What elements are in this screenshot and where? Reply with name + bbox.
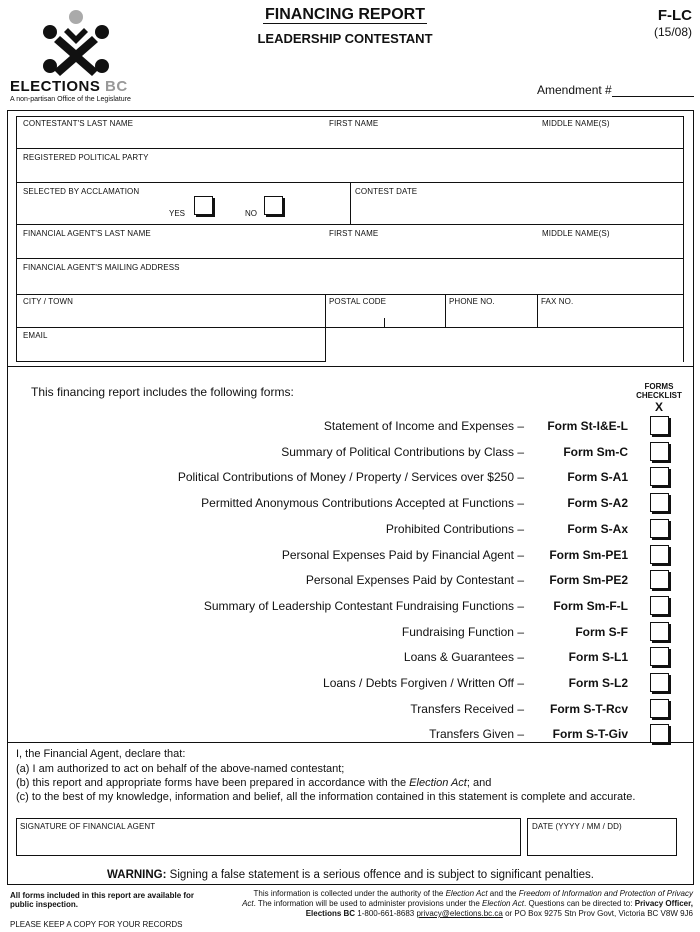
public-inspection-note: All forms included in this report are available for public inspection. — [10, 891, 195, 909]
form-code: Form S-A1 — [567, 470, 628, 484]
contest-date-label: CONTEST DATE — [355, 187, 418, 196]
form-description: Prohibited Contributions – — [385, 522, 524, 536]
no-label: NO — [245, 209, 257, 218]
form-row — [130, 445, 650, 463]
form-row — [130, 496, 650, 514]
form-description: Summary of Leadership Contestant Fundraising Functions – — [203, 599, 524, 613]
form-checklist-checkbox[interactable] — [650, 673, 669, 692]
form-code: Form S-L1 — [568, 650, 628, 664]
declaration-intro: I, the Financial Agent, declare that: — [16, 748, 186, 760]
form-description: Transfers Received – — [410, 702, 524, 716]
form-row — [130, 573, 650, 591]
form-code: Form S-T-Rcv — [549, 702, 628, 716]
form-row — [130, 419, 650, 437]
form-checklist-checkbox[interactable] — [650, 519, 669, 538]
city-town-input[interactable] — [20, 306, 320, 325]
form-checklist-checkbox[interactable] — [650, 416, 669, 435]
form-code: Form S-Ax — [567, 522, 628, 536]
form-code: Form St-I&E-L — [547, 419, 628, 433]
middle-names-label: MIDDLE NAME(S) — [542, 119, 610, 128]
agent-last-name-input[interactable] — [20, 238, 320, 256]
keep-copy-note: PLEASE KEEP A COPY FOR YOUR RECORDS — [10, 920, 183, 929]
form-row — [130, 650, 650, 668]
form-description: Statement of Income and Expenses – — [323, 419, 524, 433]
amendment-input[interactable] — [612, 96, 694, 97]
agent-address-label: FINANCIAL AGENT'S MAILING ADDRESS — [23, 263, 180, 272]
first-name-input[interactable] — [327, 128, 527, 146]
logo-subtitle: A non-partisan Office of the Legislature — [10, 96, 131, 103]
contest-date-input[interactable] — [353, 196, 680, 220]
form-checklist-checkbox[interactable] — [650, 699, 669, 718]
forms-intro: This financing report includes the following forms: — [31, 385, 294, 399]
amendment-label: Amendment # — [537, 83, 612, 97]
form-checklist-checkbox[interactable] — [650, 493, 669, 512]
declaration-b: (b) this report and appropriate forms have been prepared in accordance with the Election Act; and — [16, 777, 492, 789]
registered-party-input[interactable] — [20, 162, 680, 180]
checklist-header: FORMS CHECKLIST — [636, 382, 682, 400]
form-code: Form Sm-PE1 — [549, 548, 628, 562]
signature-label: SIGNATURE OF FINANCIAL AGENT — [20, 822, 156, 831]
agent-first-name-input[interactable] — [327, 238, 527, 256]
form-version: (15/08) — [653, 25, 692, 39]
form-description: Personal Expenses Paid by Financial Agent – — [281, 548, 524, 562]
form-checklist-checkbox[interactable] — [650, 545, 669, 564]
phone-input[interactable] — [447, 306, 535, 325]
acclamation-yes-checkbox[interactable] — [194, 196, 213, 215]
registered-party-label: REGISTERED POLITICAL PARTY — [23, 153, 149, 162]
contestant-last-name-label: CONTESTANT'S LAST NAME — [23, 119, 134, 128]
form-row — [130, 676, 650, 694]
form-code: Form Sm-F-L — [553, 599, 628, 613]
form-row — [130, 548, 650, 566]
page-subtitle: LEADERSHIP CONTESTANT — [257, 31, 433, 46]
form-checklist-checkbox[interactable] — [650, 570, 669, 589]
form-row — [130, 702, 650, 720]
agent-address-input[interactable] — [20, 272, 680, 292]
declaration-a: (a) I am authorized to act on behalf of the above-named contestant; — [16, 763, 345, 775]
form-row — [130, 599, 650, 617]
form-code: F-LC — [657, 7, 692, 24]
fax-input[interactable] — [539, 306, 681, 325]
form-description: Loans & Guarantees – — [403, 650, 524, 664]
elections-bc-logo — [40, 8, 112, 78]
form-description: Transfers Given – — [429, 727, 524, 741]
form-checklist-checkbox[interactable] — [650, 442, 669, 461]
form-code: Form S-T-Giv — [552, 727, 628, 741]
agent-middle-names-input[interactable] — [540, 238, 680, 256]
checklist-mark: X — [654, 400, 663, 414]
form-checklist-checkbox[interactable] — [650, 724, 669, 743]
form-checklist-checkbox[interactable] — [650, 596, 669, 615]
form-checklist-checkbox[interactable] — [650, 467, 669, 486]
form-code: Form S-L2 — [568, 676, 628, 690]
page-title: FINANCING REPORT — [265, 6, 425, 23]
form-row — [130, 625, 650, 643]
form-checklist-checkbox[interactable] — [650, 647, 669, 666]
middle-names-input[interactable] — [540, 128, 680, 146]
form-description: Fundraising Function – — [401, 625, 524, 639]
contestant-last-name-input[interactable] — [20, 128, 320, 146]
form-code: Form S-F — [575, 625, 628, 639]
agent-last-name-label: FINANCIAL AGENT'S LAST NAME — [23, 229, 151, 238]
acclamation-label: SELECTED BY ACCLAMATION — [23, 187, 140, 196]
fax-label: FAX NO. — [541, 297, 574, 306]
postal-code-input[interactable] — [327, 306, 442, 325]
form-description: Loans / Debts Forgiven / Written Off – — [323, 676, 524, 690]
form-description: Summary of Political Contributions by Class – — [281, 445, 524, 459]
acclamation-no-checkbox[interactable] — [264, 196, 283, 215]
form-description: Political Contributions of Money / Property / Services over $250 – — [177, 470, 524, 484]
postal-code-label: POSTAL CODE — [329, 297, 387, 306]
form-row — [130, 522, 650, 540]
agent-middle-names-label: MIDDLE NAME(S) — [542, 229, 610, 238]
form-row — [130, 470, 650, 488]
form-description: Personal Expenses Paid by Contestant – — [305, 573, 524, 587]
email-label: EMAIL — [23, 331, 48, 340]
email-input[interactable] — [20, 340, 320, 359]
yes-label: YES — [169, 209, 186, 218]
form-description: Permitted Anonymous Contributions Accepted at Functions – — [201, 496, 524, 510]
form-code: Form S-A2 — [567, 496, 628, 510]
form-code: Form Sm-PE2 — [549, 573, 628, 587]
logo-wordmark: ELECTIONS BC — [10, 78, 128, 95]
city-town-label: CITY / TOWN — [23, 297, 73, 306]
privacy-notice: This information is collected under the authority of the Election Act and the Freedom of Information and Protection of Privacy Act. The information will be used to administer provisions under the Election Act. Questions can be directed to: Privacy Officer, Elections BC 1-800-661-8683 privacy@elections.bc.ca or PO Box 9275 Stn Prov Govt, Victoria BC V8W 9J6 — [242, 889, 693, 918]
phone-label: PHONE NO. — [449, 297, 495, 306]
form-checklist-checkbox[interactable] — [650, 622, 669, 641]
warning-text: WARNING: Signing a false statement is a serious offence and is subject to significant penalties. — [107, 869, 594, 881]
first-name-label: FIRST NAME — [329, 119, 379, 128]
form-code: Form Sm-C — [563, 445, 628, 459]
agent-first-name-label: FIRST NAME — [329, 229, 379, 238]
declaration-c: (c) to the best of my knowledge, information and belief, all the information contained in this statement is complete and accurate. — [16, 791, 636, 803]
date-label: DATE (YYYY / MM / DD) — [532, 822, 622, 831]
privacy-email-link[interactable]: privacy@elections.bc.ca — [416, 909, 503, 918]
